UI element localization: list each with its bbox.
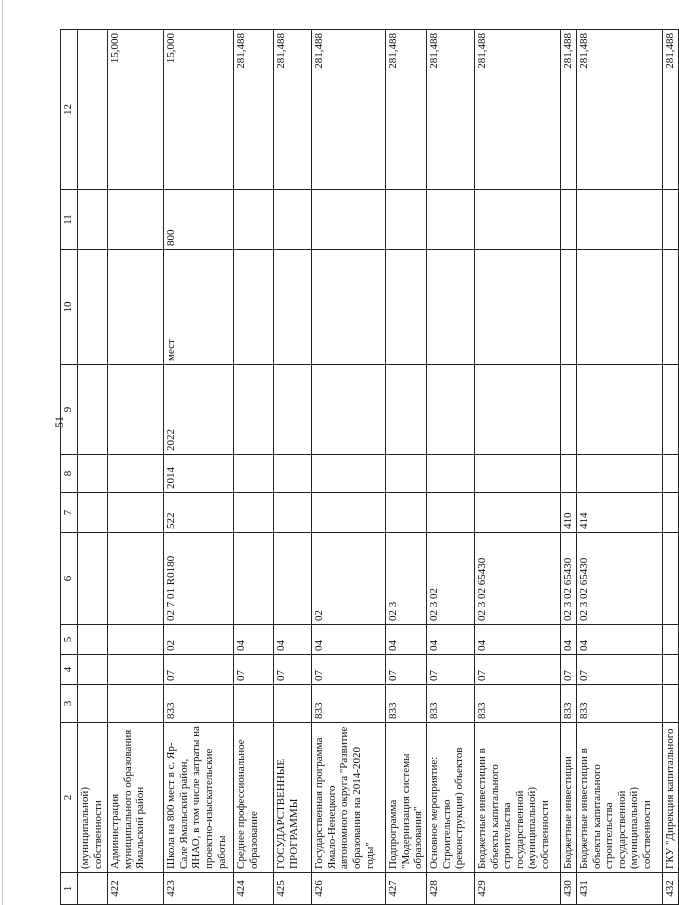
- row-value-cell: 02 3 02 65430: [560, 533, 576, 625]
- row-value-cell: 07: [312, 655, 386, 685]
- scan-edge: [2, 0, 3, 905]
- row-name-cell: Государственная программа Ямало-Ненецкого автономного округа "Развитие образования на 2014-2020 годы": [312, 723, 386, 873]
- row-value-cell: [78, 685, 108, 723]
- row-value-cell: 2022: [164, 365, 234, 455]
- row-value-cell: 07: [386, 655, 427, 685]
- row-value-cell: [386, 455, 427, 493]
- column-header: 11: [61, 190, 78, 250]
- column-header: 10: [61, 250, 78, 365]
- table-row: [560, 30, 576, 905]
- row-number-cell: 430: [560, 873, 576, 905]
- row-value-cell: 02: [164, 625, 234, 655]
- row-value-cell: [474, 455, 560, 493]
- row-value-cell: 07: [560, 655, 576, 685]
- row-value-cell: [78, 365, 108, 455]
- row-value-cell: [560, 365, 576, 455]
- row-name-cell: Бюджетные инвестиции в объекты капитального строительства государственной (муниципальной) собственности: [576, 723, 662, 873]
- row-value-cell: 414: [576, 493, 662, 533]
- row-value-cell: 833: [474, 685, 560, 723]
- row-value-cell: [662, 493, 678, 533]
- row-value-cell: [234, 493, 274, 533]
- row-value-cell: [312, 493, 386, 533]
- row-value-cell: [474, 493, 560, 533]
- row-value-cell: 281,488: [426, 30, 474, 190]
- column-header: 6: [61, 533, 78, 625]
- row-value-cell: [274, 250, 312, 365]
- row-value-cell: [560, 250, 576, 365]
- row-value-cell: [274, 685, 312, 723]
- row-value-cell: [426, 365, 474, 455]
- row-number-cell: 425: [274, 873, 312, 905]
- row-value-cell: 04: [274, 625, 312, 655]
- row-value-cell: [312, 190, 386, 250]
- row-name-cell: Бюджетные инвестиции: [560, 723, 576, 873]
- row-value-cell: 02 3 02: [426, 533, 474, 625]
- row-value-cell: 522: [164, 493, 234, 533]
- row-name-cell: Администрация муниципального образования Ямальский район: [108, 723, 164, 873]
- table-row: [234, 30, 274, 905]
- table-row: [312, 30, 386, 905]
- row-value-cell: 800: [164, 190, 234, 250]
- row-value-cell: 15,000: [108, 30, 164, 190]
- row-value-cell: [78, 533, 108, 625]
- row-number-cell: 424: [234, 873, 274, 905]
- row-value-cell: 833: [426, 685, 474, 723]
- row-value-cell: [426, 250, 474, 365]
- column-header: 8: [61, 455, 78, 493]
- row-value-cell: 02: [312, 533, 386, 625]
- row-value-cell: [108, 250, 164, 365]
- row-number-cell: 423: [164, 873, 234, 905]
- column-header: 1: [61, 873, 78, 905]
- row-value-cell: [662, 533, 678, 625]
- row-value-cell: [474, 365, 560, 455]
- row-value-cell: 07: [474, 655, 560, 685]
- row-value-cell: 833: [386, 685, 427, 723]
- row-value-cell: 04: [234, 625, 274, 655]
- column-header: 5: [61, 625, 78, 655]
- row-value-cell: [386, 493, 427, 533]
- row-value-cell: [274, 455, 312, 493]
- row-value-cell: [274, 190, 312, 250]
- row-number-cell: 429: [474, 873, 560, 905]
- row-value-cell: [78, 250, 108, 365]
- row-value-cell: 281,488: [274, 30, 312, 190]
- row-value-cell: 04: [386, 625, 427, 655]
- row-name-cell: Среднее профессиональное образование: [234, 723, 274, 873]
- row-value-cell: [234, 365, 274, 455]
- rotated-table-frame: [60, 30, 676, 905]
- row-value-cell: [426, 190, 474, 250]
- row-value-cell: 281,488: [576, 30, 662, 190]
- row-value-cell: [108, 625, 164, 655]
- column-header: 3: [61, 685, 78, 723]
- row-value-cell: 04: [576, 625, 662, 655]
- row-name-cell: Бюджетные инвестиции в объекты капитального строительства государственной (муниципальной) собственности: [474, 723, 560, 873]
- row-value-cell: [426, 493, 474, 533]
- row-value-cell: [108, 493, 164, 533]
- row-value-cell: [234, 533, 274, 625]
- row-value-cell: 07: [164, 655, 234, 685]
- row-value-cell: [108, 365, 164, 455]
- row-value-cell: [312, 365, 386, 455]
- row-value-cell: [576, 250, 662, 365]
- row-value-cell: [234, 685, 274, 723]
- row-value-cell: [78, 30, 108, 190]
- row-number-cell: 422: [108, 873, 164, 905]
- row-value-cell: [662, 190, 678, 250]
- row-value-cell: 281,488: [312, 30, 386, 190]
- row-value-cell: [274, 365, 312, 455]
- row-value-cell: 281,488: [386, 30, 427, 190]
- row-value-cell: 281,488: [234, 30, 274, 190]
- row-value-cell: [662, 365, 678, 455]
- row-value-cell: [108, 533, 164, 625]
- table-row: [78, 30, 108, 905]
- row-value-cell: [662, 625, 678, 655]
- row-value-cell: [386, 365, 427, 455]
- row-number-cell: 432: [662, 873, 678, 905]
- row-value-cell: [274, 533, 312, 625]
- table-row: [274, 30, 312, 905]
- column-header: 12: [61, 30, 78, 190]
- row-value-cell: 833: [312, 685, 386, 723]
- row-value-cell: 281,488: [662, 30, 678, 190]
- table-row: [164, 30, 234, 905]
- row-value-cell: [78, 190, 108, 250]
- row-value-cell: [312, 250, 386, 365]
- row-number-cell: 427: [386, 873, 427, 905]
- row-value-cell: 02 3: [386, 533, 427, 625]
- row-number-cell: 428: [426, 873, 474, 905]
- table-row: [426, 30, 474, 905]
- row-value-cell: 833: [560, 685, 576, 723]
- table-row: [474, 30, 560, 905]
- row-number-cell: [78, 873, 108, 905]
- row-value-cell: [234, 455, 274, 493]
- row-value-cell: [662, 685, 678, 723]
- header-row: [61, 30, 78, 905]
- row-value-cell: [274, 493, 312, 533]
- table-row: [108, 30, 164, 905]
- row-value-cell: [662, 250, 678, 365]
- row-value-cell: [78, 625, 108, 655]
- row-value-cell: [312, 455, 386, 493]
- row-value-cell: мест: [164, 250, 234, 365]
- row-name-cell: Подпрограмма "Модернизация системы образования": [386, 723, 427, 873]
- row-value-cell: 07: [274, 655, 312, 685]
- row-value-cell: [474, 190, 560, 250]
- row-value-cell: 02 3 02 65430: [474, 533, 560, 625]
- row-value-cell: [108, 655, 164, 685]
- row-value-cell: [78, 493, 108, 533]
- row-value-cell: 2014: [164, 455, 234, 493]
- row-value-cell: [386, 190, 427, 250]
- row-name-cell: ГКУ "Дирекция капитального: [662, 723, 678, 873]
- table-body: [78, 30, 679, 905]
- row-value-cell: [78, 655, 108, 685]
- row-number-cell: 426: [312, 873, 386, 905]
- column-header: 4: [61, 655, 78, 685]
- row-value-cell: [108, 190, 164, 250]
- row-name-cell: ГОСУДАРСТВЕННЫЕ ПРОГРАММЫ: [274, 723, 312, 873]
- row-value-cell: 281,488: [474, 30, 560, 190]
- row-value-cell: 410: [560, 493, 576, 533]
- row-value-cell: 02 7 01 R0180: [164, 533, 234, 625]
- row-value-cell: 833: [576, 685, 662, 723]
- row-value-cell: 02 3 02 65430: [576, 533, 662, 625]
- table-row: [386, 30, 427, 905]
- row-value-cell: 833: [164, 685, 234, 723]
- row-value-cell: [662, 455, 678, 493]
- column-header: 9: [61, 365, 78, 455]
- column-header: 2: [61, 723, 78, 873]
- row-value-cell: [560, 190, 576, 250]
- row-value-cell: [234, 190, 274, 250]
- row-value-cell: 04: [426, 625, 474, 655]
- column-header: 7: [61, 493, 78, 533]
- table-row: [662, 30, 678, 905]
- row-value-cell: [426, 455, 474, 493]
- row-value-cell: [576, 190, 662, 250]
- row-name-cell: Основное мероприятие: Строительство (реконструкция) объектов: [426, 723, 474, 873]
- row-value-cell: [662, 655, 678, 685]
- row-value-cell: [78, 455, 108, 493]
- row-value-cell: [576, 455, 662, 493]
- row-value-cell: [560, 455, 576, 493]
- row-name-cell: (муниципальной) собственности: [78, 723, 108, 873]
- row-value-cell: [108, 685, 164, 723]
- row-value-cell: 07: [234, 655, 274, 685]
- row-value-cell: 04: [474, 625, 560, 655]
- row-value-cell: 07: [426, 655, 474, 685]
- row-name-cell: Школа на 800 мест в с. Яр-Сале Ямальский район, ЯНАО, в том числе затраты на проектно-изыскательские работы: [164, 723, 234, 873]
- budget-table: [60, 29, 679, 905]
- row-number-cell: 431: [576, 873, 662, 905]
- row-value-cell: 281,488: [560, 30, 576, 190]
- row-value-cell: 04: [312, 625, 386, 655]
- row-value-cell: 07: [576, 655, 662, 685]
- row-value-cell: [386, 250, 427, 365]
- row-value-cell: 04: [560, 625, 576, 655]
- row-value-cell: [234, 250, 274, 365]
- table-row: [576, 30, 662, 905]
- row-value-cell: [474, 250, 560, 365]
- row-value-cell: 15,000: [164, 30, 234, 190]
- page-number: 51: [52, 416, 66, 428]
- row-value-cell: [576, 365, 662, 455]
- row-value-cell: [108, 455, 164, 493]
